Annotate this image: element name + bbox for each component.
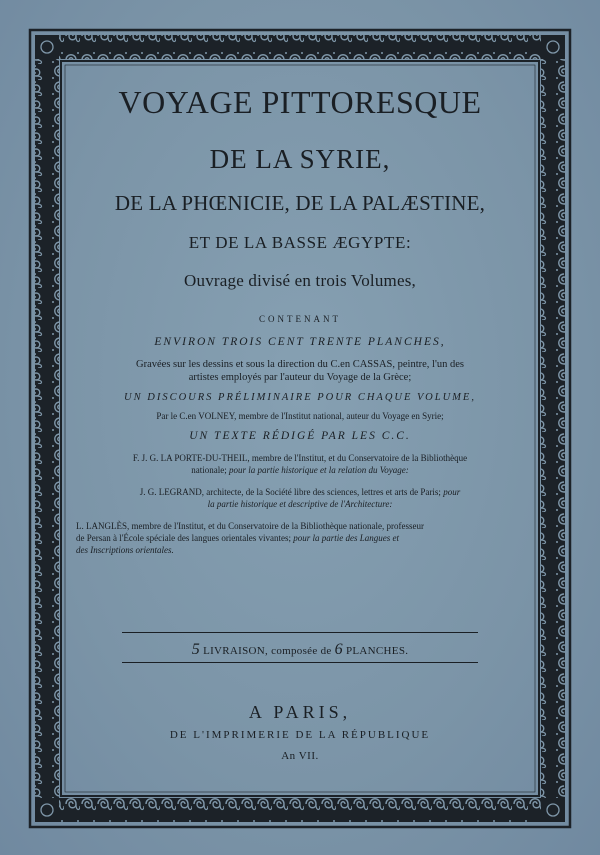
imprint-printer: DE L'IMPRIMERIE DE LA RÉPUBLIQUE [169,729,431,741]
discours-heading: UN DISCOURS PRÉLIMINAIRE POUR CHAQUE VOLUME, [124,392,476,403]
langles-line-2-italic: pour la partie des Langues et [293,533,400,543]
livraison-bottom-rule [122,662,478,663]
gravees-line-2: artistes employés par l'auteur du Voyage de la Grèce; [188,372,412,383]
langles-line-3: des Inscriptions orientales. [76,545,174,555]
porte-du-theil-line-2 [72,464,528,476]
planches-heading: ENVIRON TROIS CENT TRENTE PLANCHES, [154,336,446,348]
title-line-trois-volumes: Ouvrage divisé en trois Volumes, [184,271,416,290]
planches-number: 6 [334,641,343,658]
planches-label: PLANCHES. [346,645,409,657]
langles-line-2-plain: de Persan à l'École spéciale des langues orientales vivantes; [76,533,292,543]
porte-du-theil-entry [72,452,528,476]
title-line-phoenicie: DE LA PHŒNICIE, DE LA PALÆSTINE, [114,191,486,215]
imprint-year: An VII. [281,750,319,762]
texte-heading: UN TEXTE RÉDIGÉ PAR LES C.C. [189,430,411,442]
livraison-label: LIVRAISON, composée de [203,645,332,657]
gravees-line-1: Gravées sur les dessins et sous la direction du C.en CASSAS, peintre, l'un des [136,359,464,370]
imprint-city: A PARIS, [248,702,352,722]
porte-du-theil-line-2-plain: nationale; [191,465,227,475]
title-line-basse-egypte: ET DE LA BASSE ÆGYPTE: [188,233,412,252]
livraison-top-rule [122,632,478,633]
title-line-voyage-pittoresque: VOYAGE PITTORESQUE [118,84,482,120]
livraison-number: 5 [191,641,200,658]
contenant-label: CONTENANT [259,314,341,324]
legrand-line-2: la partie historique et descriptive de l'Architecture: [207,499,393,509]
langles-entry [76,520,524,556]
porte-du-theil-line-2-italic: pour la partie historique et la relation du Voyage: [229,465,409,475]
gravees-paragraph [72,358,528,384]
legrand-line-1-italic: pour [443,487,461,497]
volney-line: Par le C.en VOLNEY, membre de l'Institut national, auteur du Voyage en Syrie; [156,411,444,421]
langles-line-2 [76,532,524,544]
title-line-syrie: DE LA SYRIE, [209,144,391,174]
porte-du-theil-line-1: F. J. G. LA PORTE-DU-THEIL, membre de l'Institut, et du Conservatoire de la Bibliothèque [132,453,468,463]
legrand-entry [72,486,528,510]
title-page-text [72,74,528,774]
langles-line-1: L. LANGLÈS, membre de l'Institut, et du Conservatoire de la Bibliothèque nationale, professeur [76,521,425,531]
legrand-line-1 [72,486,528,498]
livraison-line [72,641,528,659]
legrand-line-1-plain: J. G. LEGRAND, architecte, de la Société libre des sciences, lettres et arts de Paris; [139,487,441,497]
